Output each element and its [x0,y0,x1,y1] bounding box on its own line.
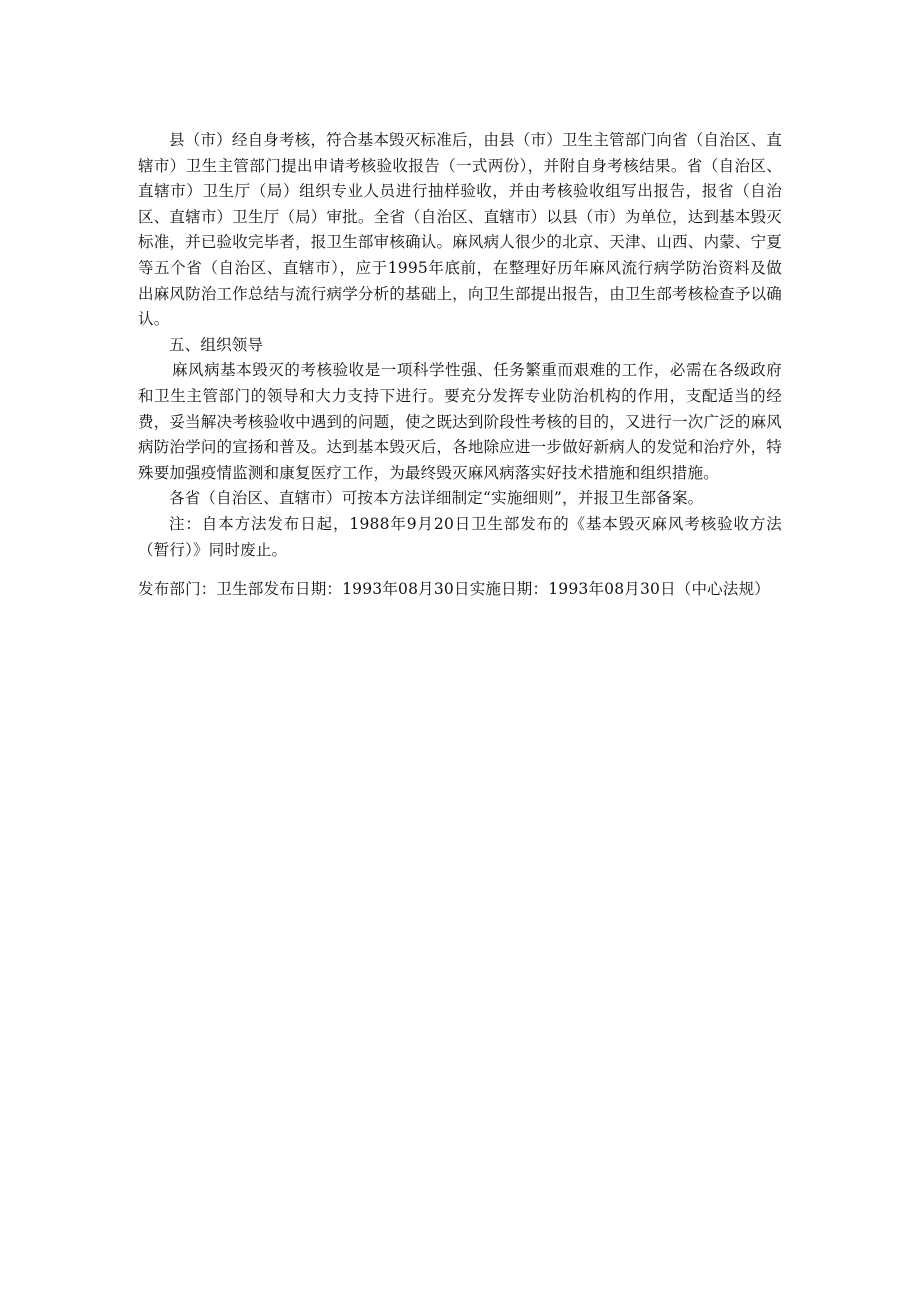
section-heading-organization: 五、组织领导 [169,335,264,354]
paragraph-organization-leadership: 麻风病基本毁灭的考核验收是一项科学性强、任务繁重而艰难的工作，必需在各级政府和卫生主管部门的领导和大力支持下进行。要充分发挥专业防治机构的作用，支配适当的经费，妥当解决考核验收中遇到的问题，使之既达到阶段性考核的目的，又进行一次广泛的麻风病防治学问的宣扬和普及。达到基本毁灭后，各地除应进一步做好新病人的发觉和治疗外，特殊要加强疫情监测和康复医疗工作，为最终毁灭麻风病落实好技术措施和组织措施。 [138,361,782,482]
paragraph-county-acceptance: 县（市）经自身考核，符合基本毁灭标准后，由县（市）卫生主管部门向省（自治区、直辖市）卫生主管部门提出申请考核验收报告（一式两份），并附自身考核结果。省（自治区、直辖市）卫生厅（局）组织专业人员进行抽样验收，并由考核验收组写出报告，报省（自治区、直辖市）卫生厅（局）审批。全省（自治区、直辖市）以县（市）为单位，达到基本毁灭标准，并已验收完毕者，报卫生部审核确认。麻风病人很少的北京、天津、山西、内蒙、宁夏等五个省（自治区、直辖市），应于1995年底前，在整理好历年麻风流行病学防治资料及做出麻风防治工作总结与流行病学分析的基础上，向卫生部提出报告，由卫生部考核检查予以确认。 [138,131,782,329]
paragraph-implementation-rules: 各省（自治区、直辖市）可按本方法详细制定“实施细则”，并报卫生部备案。 [169,489,704,508]
document-page [138,128,782,603]
spacer [138,563,782,577]
paragraph-note: 注：自本方法发布日起，1988年9月20日卫生部发布的《基本毁灭麻风考核验收方法（暂行）》同时废止。 [138,514,782,559]
publication-footer: 发布部门：卫生部发布日期：1993年08月30日实施日期：1993年08月30日（中心法规） [138,580,770,599]
